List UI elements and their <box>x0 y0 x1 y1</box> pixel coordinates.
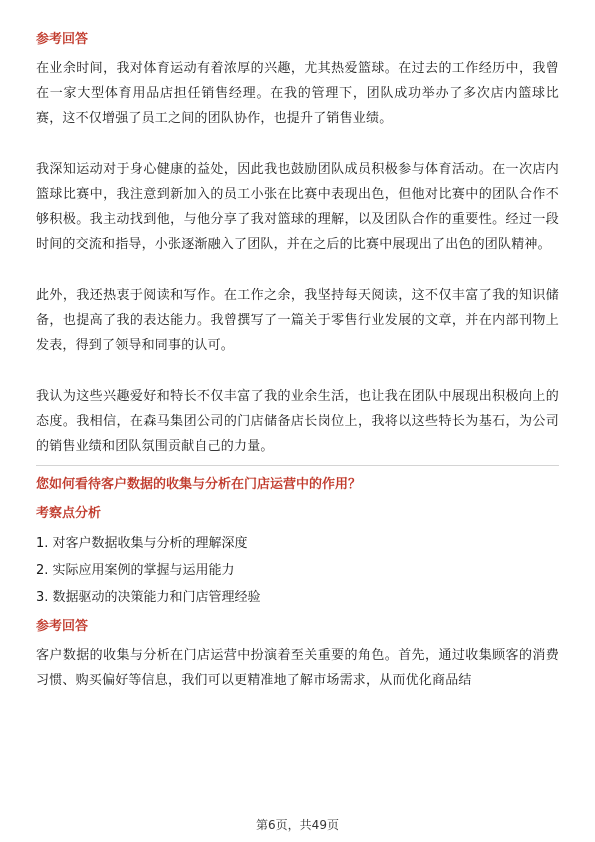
answer-label-1: 参考回答 <box>36 32 89 47</box>
answer-label-2: 参考回答 <box>36 619 89 634</box>
analysis-item: 2. 实际应用案例的掌握与运用能力 <box>36 563 235 578</box>
page-number: 第6页，共49页 <box>256 818 339 832</box>
analysis-list <box>36 530 559 611</box>
document-page <box>36 30 559 693</box>
answer-paragraph-5: 客户数据的收集与分析在门店运营中扮演着至关重要的角色。首先，通过收集顾客的消费习惯、购买偏好等信息，我们可以更精准地了解市场需求，从而优化商品结 <box>36 648 559 688</box>
answer-paragraph-1: 在业余时间，我对体育运动有着浓厚的兴趣，尤其热爱篮球。在过去的工作经历中，我曾在一家大型体育用品店担任销售经理。在我的管理下，团队成功举办了多次店内篮球比赛，这不仅增强了员工之间的团队协作，也提升了销售业绩。 <box>36 61 559 126</box>
paragraph-gap <box>36 257 559 283</box>
analysis-item: 3. 数据驱动的决策能力和门店管理经验 <box>36 590 261 605</box>
answer-paragraph-3: 此外，我还热衷于阅读和写作。在工作之余，我坚持每天阅读，这不仅丰富了我的知识储备，也提高了我的表达能力。我曾撰写了一篇关于零售行业发展的文章，并在内部刊物上发表，得到了领导和同事的认可。 <box>36 288 559 353</box>
question-heading: 您如何看待客户数据的收集与分析在门店运营中的作用？ <box>36 477 362 492</box>
paragraph-gap <box>36 358 559 384</box>
analysis-item: 1. 对客户数据收集与分析的理解深度 <box>36 536 248 551</box>
answer-paragraph-2: 我深知运动对于身心健康的益处，因此我也鼓励团队成员积极参与体育活动。在一次店内篮球比赛中，我注意到新加入的员工小张在比赛中表现出色，但他对比赛中的团队合作不够积极。我主动找到他，与他分享了我对篮球的理解，以及团队合作的重要性。经过一段时间的交流和指导，小张逐渐融入了团队，并在之后的比赛中展现出了出色的团队精神。 <box>36 162 559 252</box>
paragraph-gap <box>36 131 559 157</box>
section-divider <box>36 465 559 466</box>
answer-paragraph-4: 我认为这些兴趣爱好和特长不仅丰富了我的业余生活，也让我在团队中展现出积极向上的态度。我相信，在森马集团公司的门店储备店长岗位上，我将以这些特长为基石，为公司的销售业绩和团队氛围贡献自己的力量。 <box>36 389 559 454</box>
analysis-label: 考察点分析 <box>36 506 102 521</box>
